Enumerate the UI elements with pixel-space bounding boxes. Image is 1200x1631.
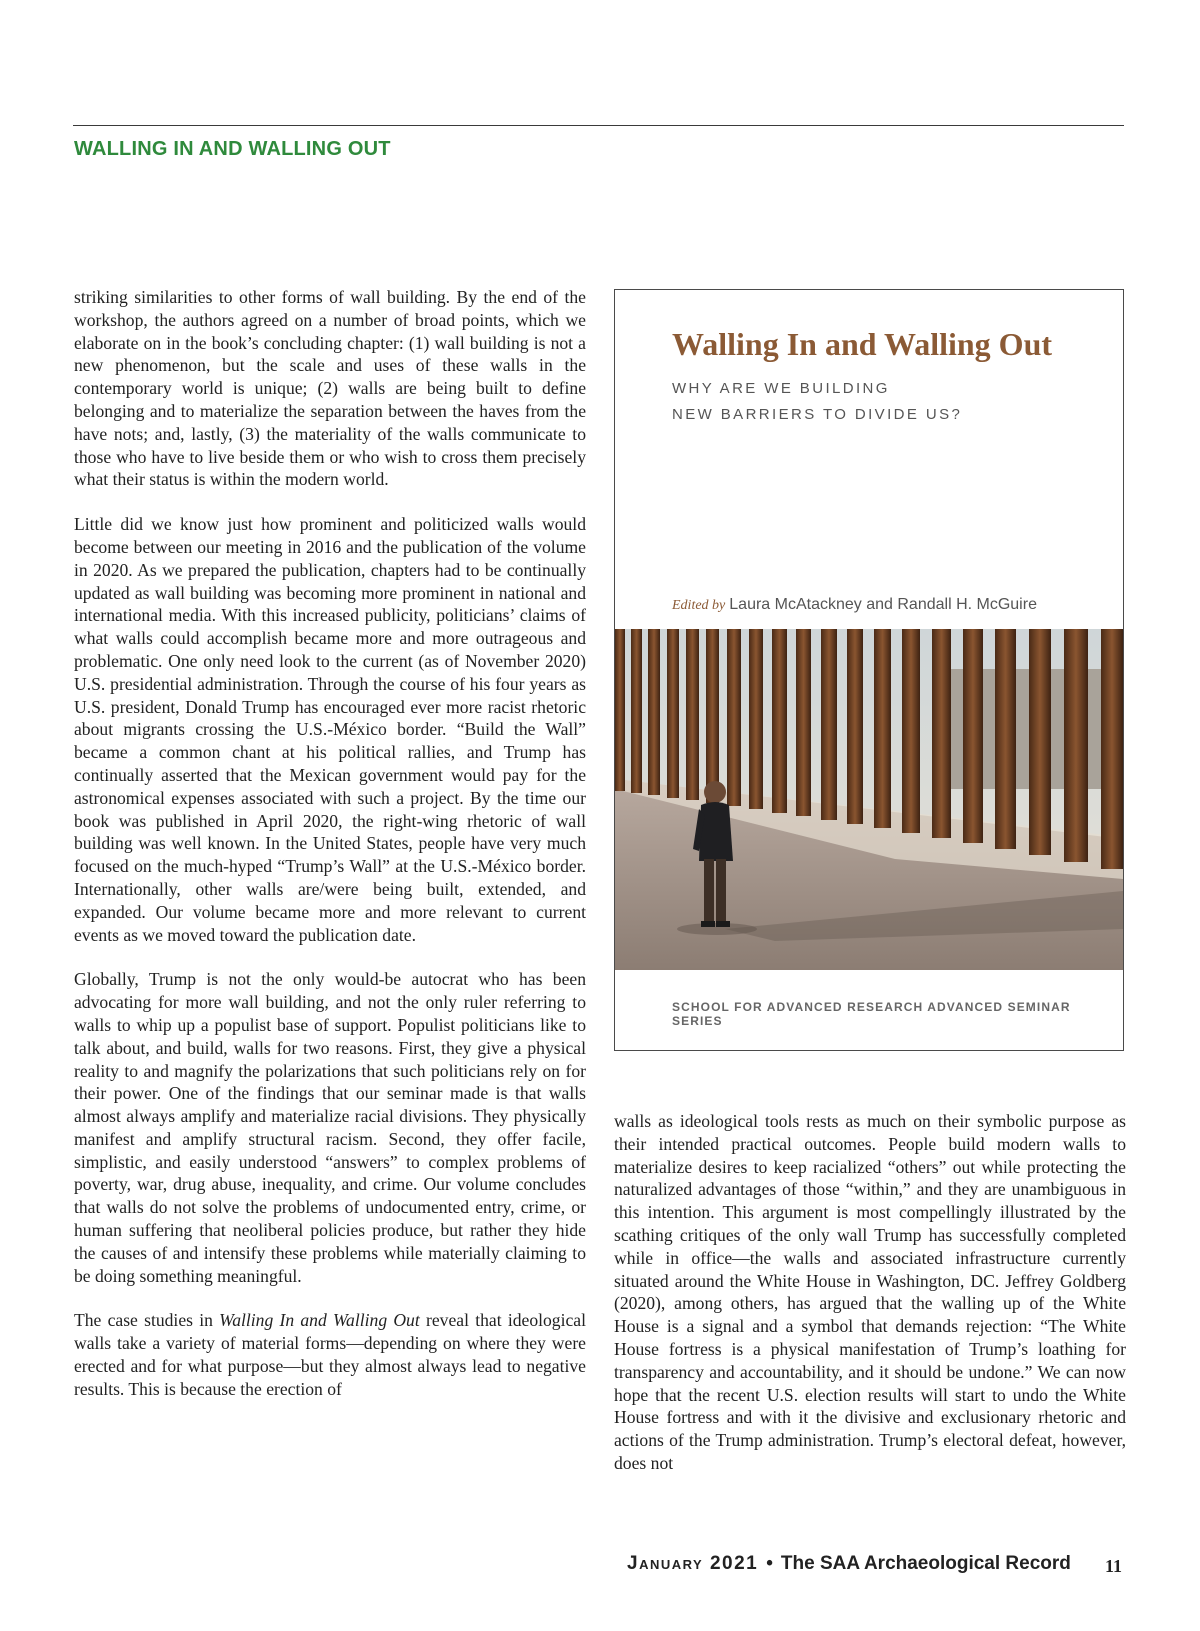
left-column bbox=[74, 286, 586, 1423]
cover-photo bbox=[615, 629, 1123, 970]
cover-series-label: SCHOOL FOR ADVANCED RESEARCH ADVANCED SEMINAR SERIES bbox=[672, 1000, 1071, 1028]
page-number: 11 bbox=[1105, 1556, 1123, 1576]
section-title: WALLING IN AND WALLING OUT bbox=[74, 138, 391, 160]
edited-by-label: Edited by bbox=[672, 598, 726, 613]
footer-publication: The SAA Archaeological Record bbox=[780, 1553, 1071, 1574]
right-column bbox=[614, 1110, 1126, 1497]
cover-editors bbox=[672, 596, 1037, 614]
footer-bullet: • bbox=[766, 1553, 773, 1574]
book-title-italic: Walling In and Walling Out bbox=[219, 1310, 420, 1331]
cover-subtitle-line: WHY ARE WE BUILDING bbox=[672, 380, 890, 397]
cover-title: Walling In and Walling Out bbox=[672, 326, 1053, 362]
text-run: The case studies in bbox=[74, 1310, 220, 1331]
cover-subtitle bbox=[672, 376, 1092, 428]
editor-names: Laura McAtackney and Randall H. McGuire bbox=[729, 596, 1037, 613]
body-paragraph: walls as ideological tools rests as much on their symbolic purpose as their intended practical outcomes. People build modern walls to materialize desires to keep racialized “others” out while protecting the naturalized advantages of those “within,” and they are unambiguous in this intention. This argument is most compellingly illustrated by the scathing critiques of the only wall Trump has successfully completed while in office—the walls and associated infrastructure currently situated around the White House in Washington, DC. Jeffrey Goldberg (2020), among others, has argued that the walling up of the White House is a signal and a symbol that demands rejection: “The White House fortress is a physical manifestation of Trump’s loathing for transparency and accountability, and it should be undone.” We can now hope that the recent U.S. election results will start to undo the White House fortress and with it the divisive and exclusionary rhetoric and actions of the Trump administration. Trump’s electoral defeat, however, does not bbox=[614, 1111, 1126, 1473]
page-footer bbox=[627, 1553, 1071, 1575]
body-paragraph bbox=[74, 1309, 586, 1400]
header-rule bbox=[73, 125, 1124, 126]
book-cover bbox=[614, 289, 1124, 1051]
body-paragraph: striking similarities to other forms of wall building. By the end of the workshop, the authors agreed on a number of broad points, which we elaborate on in the book’s concluding chapter: (1) wall building is not a new phenomenon, but the scale and uses of these walls in the contemporary world is unique; (2) walls are being built to define belonging and to materialize the separation between the haves from the have nots; and, lastly, (3) the materiality of the walls communicate to those who have to live beside them or who wish to cross them precisely what their status is within the modern world. bbox=[74, 287, 586, 490]
cover-subtitle-line: NEW BARRIERS TO DIVIDE US? bbox=[672, 406, 963, 423]
body-paragraph: Little did we know just how prominent and politicized walls would become between our meeting in 2016 and the publication of the volume in 2020. As we prepared the publication, chapters had to be continually updated as wall building was becoming more prominent in national and international media. With this increased publicity, politicians’ claims of what walls could accomplish became more and more outrageous and problematic. One only need look to the current (as of November 2020) U.S. presidential administration. Through the course of his four years as U.S. president, Donald Trump has encouraged ever more racist rhetoric about migrants crossing the U.S.-México border. “Build the Wall” became a common chant at his political rallies, and Trump has continually asserted that the Mexican government would pay for the astronomical expenses associated with such a project. By the time our book was published in April 2020, the right-wing rhetoric of wall building was well known. In the United States, people have very much focused on the much-hyped “Trump’s Wall” at the U.S.-México border. Internationally, other walls are/were being built, extended, and expanded. Our volume became more and more relevant to current events as we moved toward the publication date. bbox=[74, 514, 586, 945]
footer-issue-date: January 2021 bbox=[627, 1553, 759, 1574]
body-paragraph: Globally, Trump is not the only would-be autocrat who has been advocating for more wall building, and not the only ruler referring to walls to whip up a populist base of support. Populist politicians like to talk about, and build, walls for two reasons. First, they give a physical reality to and magnify the polarizations that such politicians rely on for their power. One of the findings that our seminar made is that walls almost always amplify and materialize racial divisions. They physically manifest and amplify structural racism. Second, they offer facile, simplistic, and easily understood “answers” to complex problems of poverty, war, drug abuse, inequality, and crime. Our volume concludes that walls do not solve the problems of undocumented entry, crime, or human suffering that neoliberal policies produce, but rather they hide the causes of and intensify these problems while materially claiming to be doing something meaningful. bbox=[74, 969, 586, 1286]
text-run: reveal that ideological walls take a variety of material forms—depending on where they were erected and for what purpose—but they almost always lead to negative results. This is because the erection of bbox=[74, 1310, 586, 1399]
